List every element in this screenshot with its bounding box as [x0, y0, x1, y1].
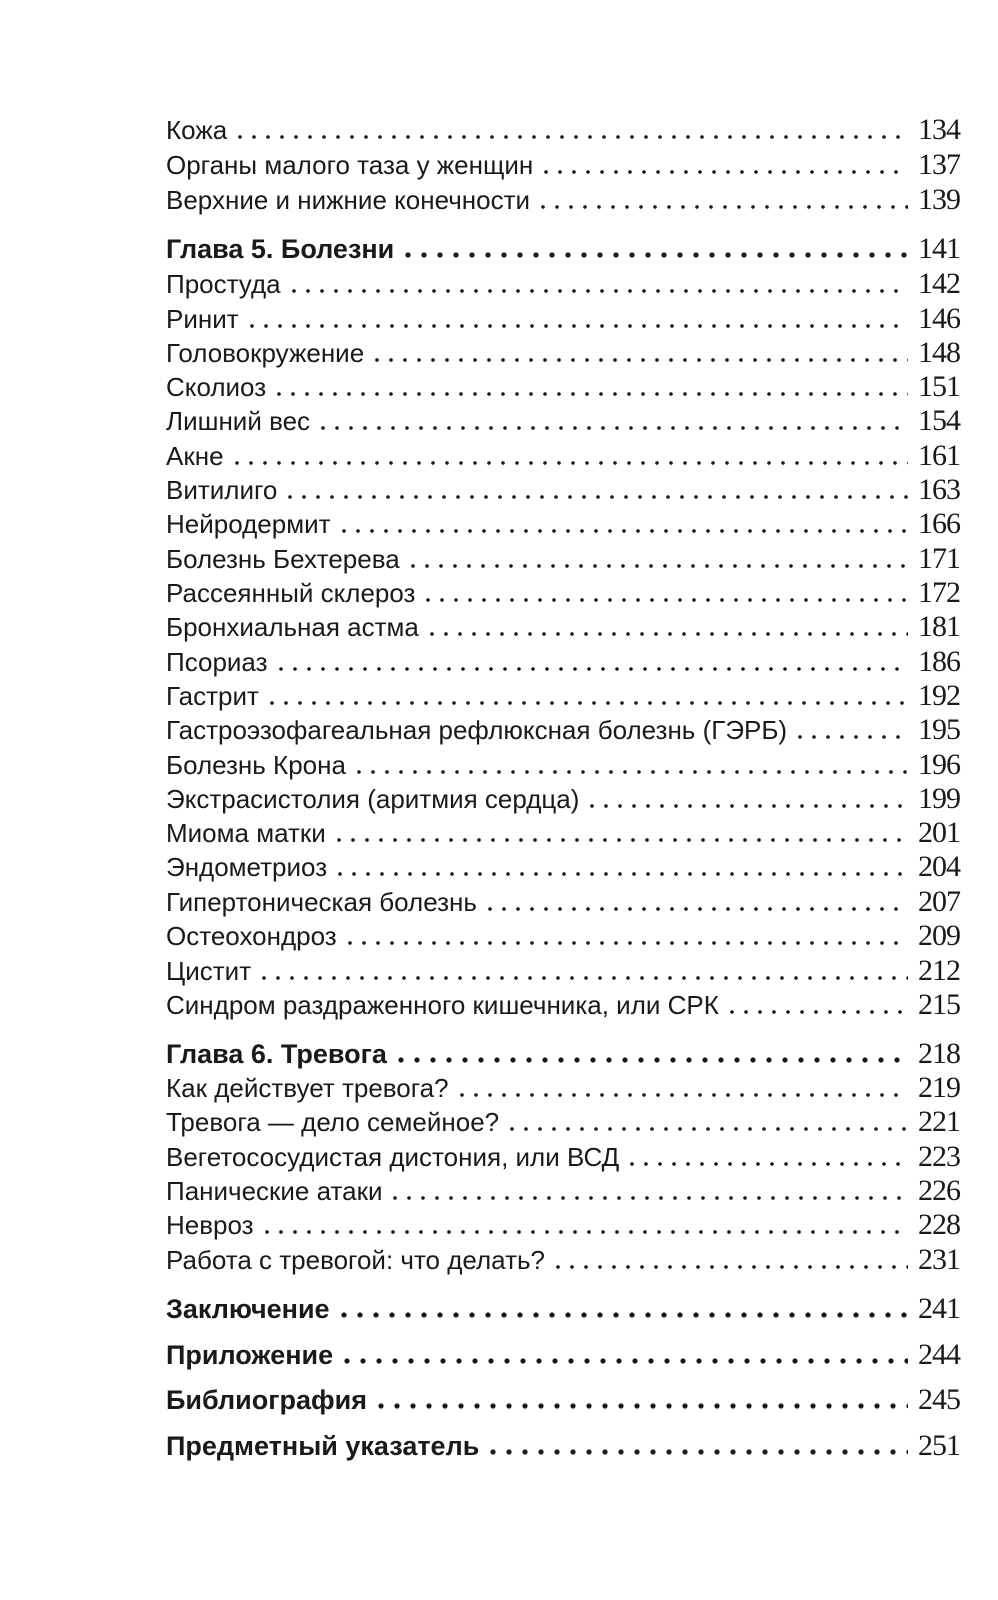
toc-entry-page: 251 [918, 1429, 960, 1462]
toc-entry [166, 885, 960, 919]
toc-entry-title: Ринит [166, 304, 239, 334]
toc-entry-page: 163 [918, 473, 960, 506]
toc-entry [166, 816, 960, 850]
toc-entry-page: 223 [918, 1140, 960, 1173]
dot-leader [406, 564, 908, 568]
toc-entry-page: 245 [918, 1383, 960, 1416]
dot-leader [265, 701, 908, 705]
dot-leader [505, 1127, 908, 1131]
toc-entry [166, 267, 960, 301]
toc-entry-page: 142 [918, 267, 960, 300]
toc-entry-title: Экстрасистолия (аритмия сердца) [166, 784, 580, 814]
toc-entry [166, 954, 960, 988]
dot-leader [793, 735, 908, 739]
toc-chapter [166, 1292, 960, 1326]
toc-chapter [166, 1037, 960, 1071]
dot-leader [455, 1093, 908, 1097]
toc-entry [166, 610, 960, 644]
dot-leader [388, 1196, 908, 1200]
dot-leader [352, 770, 908, 774]
toc-entry-page: 231 [918, 1243, 960, 1276]
toc-entry-page: 172 [918, 576, 960, 609]
toc-entry-page: 207 [918, 885, 960, 918]
toc-entry-title: Болезнь Крона [166, 750, 346, 780]
toc-entry [166, 748, 960, 782]
toc-entry-title: Органы малого таза у женщин [166, 150, 534, 180]
toc-chapter [166, 1429, 960, 1463]
dot-leader [260, 1230, 908, 1234]
toc-entry [166, 645, 960, 679]
toc-entry [166, 473, 960, 507]
dot-leader [332, 838, 908, 842]
toc-entry-title: Гастроэзофагеальная рефлюксная болезнь (ГЭРБ) [166, 715, 788, 745]
toc-entry-page: 218 [918, 1037, 960, 1070]
toc-entry-title: Приложение [166, 1340, 334, 1370]
toc-entry [166, 576, 960, 610]
toc-entry-page: 192 [918, 679, 960, 712]
dot-leader [536, 205, 908, 209]
toc-entry-page: 181 [918, 610, 960, 643]
toc-entry [166, 439, 960, 473]
toc-entry [166, 404, 960, 438]
dot-leader [393, 1057, 908, 1063]
toc-entry-title: Остеохондроз [166, 921, 337, 951]
toc-entry [166, 542, 960, 576]
toc-entry-page: 209 [918, 919, 960, 952]
toc-entry [166, 1071, 960, 1105]
toc-entry-page: 199 [918, 782, 960, 815]
toc-entry-title: Работа с тревогой: что делать? [166, 1245, 545, 1275]
toc-entry-page: 186 [918, 645, 960, 678]
toc-entry-title: Библиография [166, 1385, 367, 1415]
toc-entry-page: 137 [918, 148, 960, 181]
toc-entry-title: Рассеянный склероз [166, 578, 416, 608]
toc-entry-page: 201 [918, 816, 960, 849]
toc-entry-title: Цистит [166, 956, 252, 986]
toc-entry-page: 241 [918, 1292, 960, 1325]
dot-leader [245, 324, 908, 328]
dot-leader [283, 495, 908, 499]
toc-entry [166, 988, 960, 1022]
toc-entry-title: Акне [166, 441, 224, 471]
toc-entry-title: Псориаз [166, 647, 268, 677]
dot-leader [551, 1265, 908, 1269]
toc-entry-title: Верхние и нижние конечности [166, 185, 530, 215]
dot-leader [316, 426, 908, 430]
toc-entry-title: Панические атаки [166, 1176, 383, 1206]
toc-entry [166, 782, 960, 816]
toc-entry-page: 134 [918, 113, 960, 146]
dot-leader [485, 1449, 908, 1455]
dot-leader [539, 170, 908, 174]
dot-leader [257, 976, 908, 980]
dot-leader [339, 1358, 908, 1364]
toc-entry [166, 1105, 960, 1139]
toc-entry-title: Простуда [166, 269, 281, 299]
toc-entry-page: 244 [918, 1338, 960, 1371]
toc-entry-page: 212 [918, 954, 960, 987]
dot-leader [370, 358, 908, 362]
toc-entry-title: Гастрит [166, 681, 259, 711]
toc-entry-title: Синдром раздраженного кишечника, или СРК [166, 990, 719, 1020]
toc-entry-page: 221 [918, 1105, 960, 1138]
toc-entry-title: Кожа [166, 115, 228, 145]
toc-entry-title: Болезнь Бехтерева [166, 544, 400, 574]
toc-chapter [166, 232, 960, 266]
toc-entry-title: Вегетососудистая дистония, или ВСД [166, 1142, 620, 1172]
toc-entry-title: Невроз [166, 1210, 254, 1240]
toc-entry-page: 171 [918, 542, 960, 575]
toc-entry-page: 196 [918, 748, 960, 781]
toc-entry [166, 148, 960, 182]
toc-entry-page: 226 [918, 1174, 960, 1207]
toc-entry-page: 204 [918, 850, 960, 883]
dot-leader [425, 632, 908, 636]
toc-entry-title: Миома матки [166, 818, 326, 848]
toc-entry [166, 370, 960, 404]
toc-entry-page: 215 [918, 988, 960, 1021]
dot-leader [337, 529, 908, 533]
toc-entry-title: Глава 6. Тревога [166, 1039, 387, 1069]
toc-entry [166, 1208, 960, 1242]
toc-entry-page: 154 [918, 404, 960, 437]
dot-leader [421, 598, 908, 602]
toc-entry-title: Эндометриоз [166, 852, 328, 882]
toc-entry-title: Предметный указатель [166, 1431, 480, 1461]
toc-entry-title: Как действует тревога? [166, 1073, 449, 1103]
toc-entry-page: 161 [918, 439, 960, 472]
dot-leader [373, 1403, 908, 1409]
toc-entry [166, 1140, 960, 1174]
dot-leader [343, 941, 908, 945]
dot-leader [274, 667, 908, 671]
dot-leader [287, 289, 908, 293]
toc-entry-title: Гипертоническая болезнь [166, 887, 477, 917]
toc-entry [166, 507, 960, 541]
toc-entry [166, 679, 960, 713]
dot-leader [233, 135, 908, 139]
toc-entry-title: Нейродермит [166, 509, 331, 539]
dot-leader [336, 1312, 908, 1318]
toc-entry-page: 141 [918, 232, 960, 265]
toc-entry-page: 139 [918, 183, 960, 216]
toc-entry-title: Сколиоз [166, 372, 267, 402]
toc-entry-page: 228 [918, 1208, 960, 1241]
dot-leader [400, 252, 908, 258]
toc-entry-page: 148 [918, 336, 960, 369]
toc-entry [166, 919, 960, 953]
toc-entry-title: Тревога — дело семейное? [166, 1107, 500, 1137]
toc-entry [166, 1243, 960, 1277]
toc-entry-page: 166 [918, 507, 960, 540]
toc-entry [166, 113, 960, 147]
toc-entry [166, 183, 960, 217]
toc-chapter [166, 1338, 960, 1372]
toc-entry [166, 302, 960, 336]
toc-chapter [166, 1383, 960, 1417]
toc-entry [166, 713, 960, 747]
toc-entry-page: 146 [918, 302, 960, 335]
dot-leader [483, 907, 908, 911]
toc-entry [166, 336, 960, 370]
dot-leader [272, 392, 908, 396]
toc-entry-title: Головокружение [166, 338, 365, 368]
toc-entry-title: Бронхиальная астма [166, 612, 419, 642]
toc-entry-title: Заключение [166, 1294, 330, 1324]
toc-entry-title: Глава 5. Болезни [166, 234, 395, 264]
toc-entry [166, 1174, 960, 1208]
dot-leader [230, 461, 908, 465]
dot-leader [333, 872, 908, 876]
toc-entry-title: Лишний вес [166, 406, 311, 436]
toc-entry-title: Витилиго [166, 475, 278, 505]
dot-leader [625, 1162, 908, 1166]
dot-leader [725, 1010, 908, 1014]
toc-entry [166, 850, 960, 884]
dot-leader [585, 804, 908, 808]
toc-entry-page: 195 [918, 713, 960, 746]
toc-entry-page: 219 [918, 1071, 960, 1104]
toc-entry-page: 151 [918, 370, 960, 403]
